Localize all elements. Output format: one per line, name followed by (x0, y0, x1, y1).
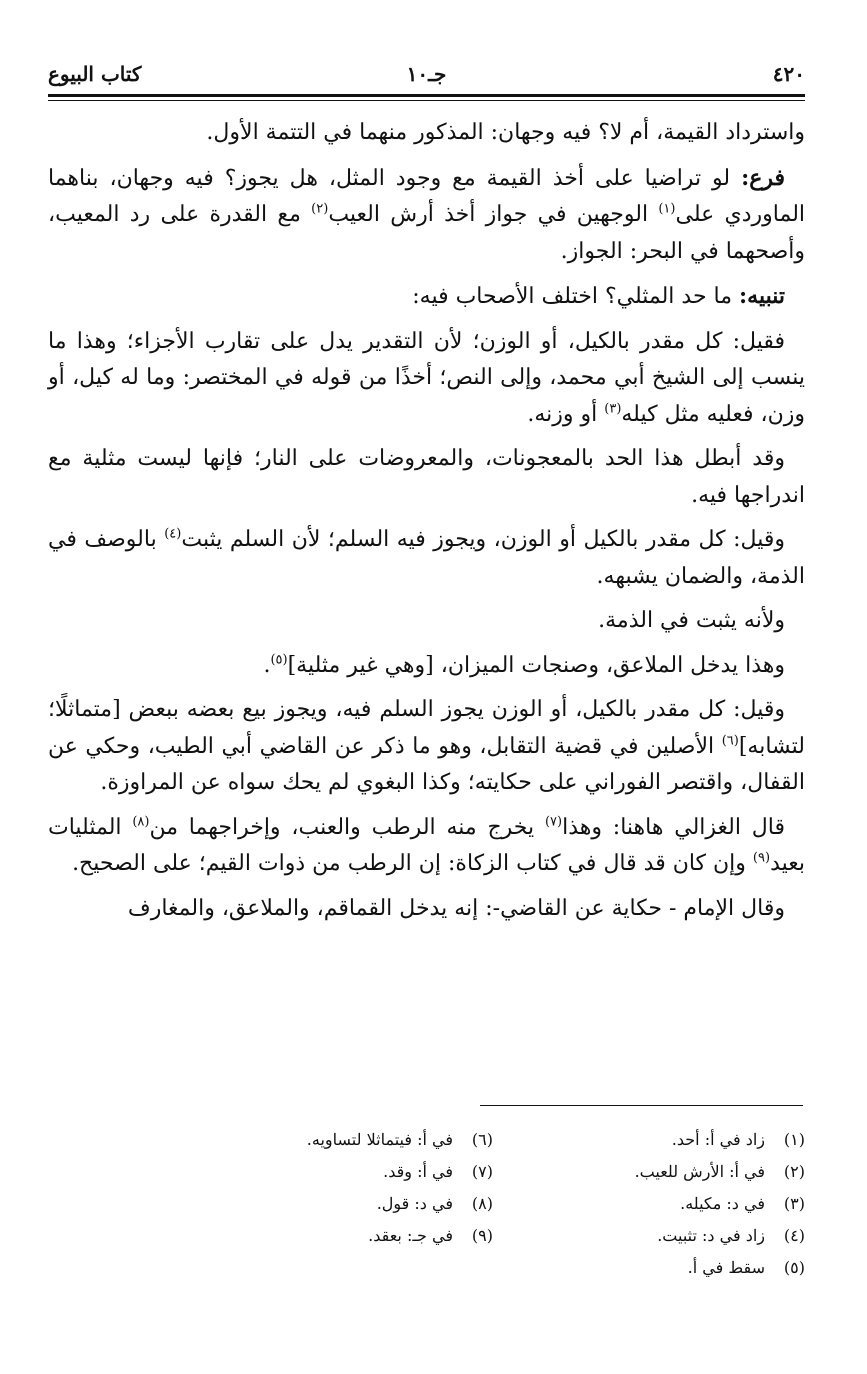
footnote-text: في أ: فيتماثلا لتساويه. (306, 1130, 453, 1149)
footnote-item (307, 1156, 493, 1188)
footnote-marker[interactable]: (٨) (132, 814, 150, 830)
footnote-marker[interactable]: (٧) (544, 814, 563, 830)
text-segment: أو وزنه. (527, 401, 605, 427)
footnote-text: في د: مكيله. (680, 1194, 765, 1213)
paragraph-lead: فرع: (741, 164, 785, 191)
footnote-text: في جـ: بعقد. (368, 1226, 453, 1245)
paragraph (48, 441, 805, 514)
paragraph (48, 692, 805, 802)
footnote-number: (١) (783, 1130, 805, 1149)
footnote-number: (٧) (471, 1162, 493, 1181)
footnote-item (545, 1188, 805, 1220)
text-segment: بالوصف في الذمة، والضمان يشبهه. (48, 527, 805, 589)
footnote-marker[interactable]: (٥) (270, 652, 288, 668)
footnote-number: (٩) (471, 1226, 493, 1245)
footnote-marker[interactable]: (٤) (164, 526, 182, 542)
page-number: ٤٢٠ (772, 62, 805, 86)
text-segment: وقال الإمام - حكاية عن القاضي-: إنه يدخل القماقم، والملاعق، والمغارف (127, 895, 785, 921)
text-segment: وقيل: كل مقدر بالكيل أو الوزن، ويجوز فيه السلم؛ لأن السلم يثبت (181, 527, 785, 552)
paragraph (48, 324, 805, 434)
paragraph (48, 891, 805, 928)
footnotes-column-right (545, 1124, 805, 1284)
header-rule-thin (48, 100, 805, 101)
footnotes (180, 1124, 805, 1284)
paragraph (48, 160, 805, 271)
footnote-marker[interactable]: (٣) (604, 401, 622, 417)
footnote-marker[interactable]: (١) (658, 201, 676, 217)
paragraph-lead: تنبيه: (739, 283, 785, 309)
text-segment: فقيل: كل مقدر بالكيل، أو الوزن؛ لأن التقدير يدل على تقارب الأجزاء؛ وهذا ما ينسب إلى الشيخ أبي محمد، وإلى النص؛ أخذًا من قوله في المختصر: وما له كيل، أو وزن، فعليه مثل كيله (48, 328, 805, 427)
footnote-item (545, 1220, 805, 1252)
book-title: كتاب البيوع (48, 62, 142, 86)
text-segment: لو تراضيا على أخذ القيمة مع وجود المثل، هل يجوز؟ فيه وجهان، بناهما الماوردي على (48, 165, 806, 227)
text-segment: المثليات بعيد (48, 814, 805, 876)
volume-label: جـ١٠ (406, 62, 447, 86)
text-segment: مع القدرة على رد المعيب، وأصحهما في البحر: الجواز. (48, 202, 805, 264)
footnote-item (307, 1124, 493, 1156)
paragraph (48, 810, 805, 883)
paragraph (48, 278, 805, 316)
running-header (48, 52, 805, 92)
footnote-number: (٦) (471, 1130, 493, 1149)
text-segment: يخرج منه الرطب والعنب، وإخراجهما من (149, 814, 545, 840)
footnote-text: سقط في أ. (687, 1258, 765, 1277)
footnote-number: (٥) (783, 1258, 805, 1277)
footnote-text: في أ: الأرش للعيب. (634, 1162, 765, 1181)
footnote-text: زاد في د: تثبيت. (657, 1226, 765, 1245)
footnote-text: في أ: وقد. (383, 1162, 453, 1181)
text-segment: وإن كان قد قال في كتاب الزكاة: إن الرطب من ذوات القيم؛ على الصحيح. (72, 851, 753, 876)
text-segment: وقد أبطل هذا الحد بالمعجونات، والمعروضات على النار؛ فإنها ليست مثلية مع اندراجها فيه. (48, 446, 805, 508)
text-segment: واسترداد القيمة، أم لا؟ فيه وجهان: المذكور منهما في التتمة الأول. (206, 120, 805, 145)
paragraph (48, 115, 805, 152)
footnote-text: في د: قول. (376, 1194, 453, 1213)
text-segment: الأصلين في قضية التقابل، وهو ما ذكر عن القاضي أبي الطيب، وحكي عن القفال، واقتصر الفوراني على حكايته؛ وكذا البغوي لم يحك سواه عن المراوزة. (48, 733, 805, 795)
paragraph (48, 603, 805, 640)
footnote-item (545, 1124, 805, 1156)
footnotes-column-left (307, 1124, 493, 1284)
header-rule-thick (48, 94, 805, 97)
footnote-marker[interactable]: (٢) (311, 201, 329, 217)
text-segment: وقيل: كل مقدر بالكيل، أو الوزن يجوز السلم فيه، ويجوز بيع بعضه ببعض [متماثلًا؛ لتشابه] (48, 697, 805, 759)
footnote-item (545, 1156, 805, 1188)
footnote-item (545, 1252, 805, 1284)
paragraph (48, 648, 805, 685)
footnote-item (307, 1188, 493, 1220)
text-segment: الوجهين في جواز أخذ أرش العيب (328, 202, 659, 227)
text-segment: . (263, 652, 271, 678)
footnote-marker[interactable]: (٦) (721, 733, 739, 749)
text-segment: ولأنه يثبت في الذمة. (598, 608, 785, 633)
footnote-number: (٨) (471, 1194, 493, 1213)
footnote-number: (٣) (783, 1194, 805, 1213)
paragraph (48, 522, 805, 595)
text-segment: وهذا يدخل الملاعق، وصنجات الميزان، [وهي غير مثلية] (287, 652, 785, 678)
footnote-number: (٢) (783, 1162, 805, 1181)
footnote-item (307, 1220, 493, 1252)
text-segment: قال الغزالي هاهنا: وهذا (562, 814, 785, 840)
footnote-marker[interactable]: (٩) (752, 850, 771, 866)
footnote-text: زاد في أ: أحد. (671, 1130, 765, 1149)
main-text (48, 115, 805, 927)
text-segment: ما حد المثلي؟ اختلف الأصحاب فيه: (412, 284, 740, 309)
footnote-separator (480, 1105, 803, 1106)
footnote-number: (٤) (783, 1226, 805, 1245)
